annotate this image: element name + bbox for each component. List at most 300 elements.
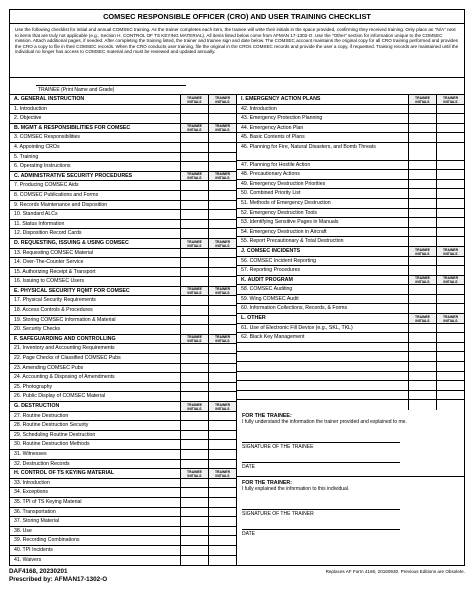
section-title: A. GENERAL INSTRUCTION [14,96,85,102]
item-label: 15. Authorizing Receipt & Transport [14,268,96,275]
trainer-date-line[interactable] [242,529,400,530]
trainee-initials-cell[interactable] [180,114,208,123]
trainee-initials-header: TRAINEE INITIALS [408,247,436,256]
trainee-initials-cell[interactable] [180,229,208,238]
item-label: 28. Routine Destruction Security [14,422,89,429]
item-label: 56. COMSEC Incident Reporting [241,257,316,264]
trainee-initials-cell[interactable] [180,133,208,142]
trainer-initials-cell[interactable] [436,352,464,361]
trainee-initials-cell[interactable] [408,218,436,227]
section-header [10,239,236,249]
trainee-initials-cell[interactable] [180,364,208,373]
section-title: F. SAFEGUARDING AND CONTROLLING [14,335,116,342]
checklist-item [10,450,236,460]
item-label: 33. Introduction [14,479,50,486]
trainer-initials-cell[interactable] [436,218,464,227]
section-title: K. AUDIT PROGRAM [241,276,293,283]
trainer-initials-cell[interactable] [436,209,464,218]
right-items [237,95,464,410]
checklist-item [10,133,236,143]
checklist-item [10,556,236,566]
trainer-initials-cell[interactable] [208,527,236,536]
section-header [10,124,236,134]
trainee-initials-cell[interactable] [180,316,208,325]
trainer-initials-cell[interactable] [208,277,236,286]
left-column [10,95,237,565]
trainer-initials-cell[interactable] [208,556,236,566]
trainee-initials-header: TRAINEE INITIALS [180,172,208,181]
checklist-item [10,191,236,201]
item-label: 19. Storing COMSEC Information & Material [14,316,116,323]
trainer-initials-cell[interactable] [208,162,236,171]
checklist-item [10,316,236,326]
trainee-initials-cell[interactable] [180,162,208,171]
trainer-initials-cell[interactable] [208,383,236,392]
trainer-initials-cell[interactable] [208,201,236,210]
trainer-initials-cell[interactable] [436,228,464,237]
trainer-initials-header: TRAINER INITIALS [436,95,464,104]
section-header [237,247,464,257]
checklist-item [10,488,236,498]
item-label: 36. Transportation [14,508,56,515]
checklist-item [237,209,464,219]
trainer-initials-cell[interactable] [208,191,236,200]
trainee-initials-cell[interactable] [180,210,208,219]
trainee-initials-cell[interactable] [408,180,436,189]
item-label: 12. Disposition Record Cards [14,230,82,237]
trainer-initials-cell[interactable] [208,258,236,267]
trainer-initials-header: TRAINER INITIALS [208,402,236,411]
checklist-item [237,143,464,161]
checklist-item [237,266,464,276]
trainee-initials-cell[interactable] [408,352,436,361]
checklist-item [237,285,464,295]
item-label: 54. Emergency Destruction in Aircraft [241,228,327,235]
trainer-initials-cell[interactable] [208,450,236,459]
trainee-initials-cell[interactable] [408,228,436,237]
item-label: 48. Precautionary Actions [241,171,300,178]
checklist-item [237,170,464,180]
trainer-initials-cell[interactable] [208,229,236,238]
checklist-item [10,421,236,431]
trainee-initials-cell[interactable] [408,391,436,400]
section-header [237,95,464,105]
trainer-initials-cell[interactable] [436,372,464,381]
trainer-initials-cell[interactable] [208,364,236,373]
checklist-item [10,268,236,278]
trainer-initials-cell[interactable] [208,431,236,440]
trainer-initials-cell[interactable] [436,343,464,352]
trainee-initials-cell[interactable] [180,431,208,440]
checklist-item [10,508,236,518]
trainee-initials-cell[interactable] [180,306,208,315]
trainer-initials-header: TRAINER INITIALS [436,247,464,256]
trainee-initials-cell[interactable] [180,373,208,382]
item-label: 29. Scheduling Routine Destruction [14,431,96,438]
trainer-signature-line[interactable] [242,509,400,510]
trainer-initials-cell[interactable] [208,354,236,363]
trainee-name-line [36,85,186,86]
item-label: 46. Planning for Fire, Natural Disasters, and Bomb Threats [241,144,376,151]
trainer-initials-cell[interactable] [436,237,464,246]
trainer-initials-header: TRAINER INITIALS [208,335,236,344]
trainee-initials-cell[interactable] [408,362,436,371]
trainee-initials-cell[interactable] [180,450,208,459]
trainee-initials-header: TRAINEE INITIALS [408,95,436,104]
checklist-item [10,431,236,441]
checklist-item [10,105,236,115]
checklist-item [10,181,236,191]
trainee-initials-cell[interactable] [180,440,208,449]
checklist-item [237,105,464,115]
trainee-initials-header: TRAINEE INITIALS [408,314,436,323]
section-header [10,402,236,412]
trainee-initials-cell[interactable] [180,181,208,190]
trainer-initials-cell[interactable] [208,498,236,507]
trainee-sign-heading: FOR THE TRAINEE: [242,413,292,419]
item-label [237,391,408,400]
trainee-initials-cell[interactable] [408,266,436,275]
trainer-initials-cell[interactable] [436,285,464,294]
trainer-initials-header: TRAINER INITIALS [436,276,464,285]
trainer-initials-cell[interactable] [208,460,236,469]
trainer-initials-cell[interactable] [208,546,236,555]
trainer-initials-header: TRAINER INITIALS [208,172,236,181]
item-label: 32. Destruction Records [14,460,70,467]
trainee-initials-cell[interactable] [180,191,208,200]
item-label: 47. Planning for Hostile Action [241,161,311,168]
trainer-initials-cell[interactable] [208,344,236,353]
trainee-initials-cell[interactable] [408,333,436,342]
section-header [10,287,236,297]
checklist-item [237,400,464,410]
trainee-initials-cell[interactable] [180,508,208,517]
trainee-initials-cell[interactable] [408,114,436,123]
trainee-initials-cell[interactable] [408,199,436,208]
trainee-initials-cell[interactable] [180,277,208,286]
trainee-initials-cell[interactable] [180,488,208,497]
trainer-initials-cell[interactable] [208,412,236,421]
trainer-initials-cell[interactable] [208,114,236,123]
checklist-item [237,324,464,334]
trainee-initials-cell[interactable] [180,344,208,353]
trainee-initials-cell[interactable] [180,546,208,555]
trainer-initials-cell[interactable] [436,161,464,170]
trainee-initials-cell[interactable] [408,257,436,266]
item-label [237,381,408,390]
checklist-item [10,546,236,556]
trainer-initials-cell[interactable] [436,381,464,390]
checklist-item [10,383,236,393]
trainee-initials-cell[interactable] [408,285,436,294]
item-label: 30. Routine Destruction Methods [14,441,90,448]
trainee-initials-cell[interactable] [180,220,208,229]
trainer-initials-cell[interactable] [208,488,236,497]
trainer-signature-label: SIGNATURE OF THE TRAINER [242,511,314,517]
trainer-initials-cell[interactable] [436,266,464,275]
trainer-initials-cell[interactable] [436,362,464,371]
trainee-initials-cell[interactable] [408,124,436,133]
section-header [10,172,236,182]
item-label: 49. Emergency Destruction Priorities [241,180,326,187]
item-label: 18. Access Controls & Procedures [14,307,93,314]
item-label: 41. Waivers [14,556,42,563]
trainee-sign-statement: I fully understand the information the trainer provided and explained to me. [242,419,407,425]
item-label: 61. Use of Electronic Fill Device (e.g., SKL, TKL) [241,324,353,331]
trainer-initials-cell[interactable] [208,421,236,430]
trainee-initials-cell[interactable] [180,296,208,305]
trainee-initials-cell[interactable] [180,258,208,267]
trainer-initials-cell[interactable] [436,257,464,266]
trainer-initials-cell[interactable] [208,325,236,334]
trainer-date-label: DATE [242,531,255,537]
trainee-initials-cell[interactable] [180,249,208,258]
item-label: 55. Report Precautionary & Total Destruction [241,238,344,245]
trainer-initials-header: TRAINER INITIALS [208,287,236,296]
item-label: 13. Requesting COMSEC Material [14,249,93,256]
trainee-initials-cell[interactable] [408,105,436,114]
trainer-initials-cell[interactable] [436,124,464,133]
trainee-initials-cell[interactable] [180,556,208,566]
checklist-item [237,304,464,314]
checklist-item [10,277,236,287]
trainee-initials-header: TRAINEE INITIALS [180,287,208,296]
trainee-initials-cell[interactable] [408,324,436,333]
item-label: 57. Reporting Procedures [241,267,301,274]
item-label: 5. Training [14,153,39,160]
trainee-initials-cell[interactable] [408,381,436,390]
checklist-item [10,440,236,450]
trainee-initials-cell[interactable] [180,354,208,363]
checklist-item [237,343,464,353]
checklist-item [237,124,464,134]
checklist-item [10,536,236,546]
section-title: C. ADMINISTRATIVE SECURITY PROCEDURES [14,172,133,179]
trainer-initials-cell[interactable] [436,180,464,189]
item-label: 2. Objective [14,115,42,122]
checklist-item [237,237,464,247]
replaces-note: Replaces AF Form 4168, 20160930. Previous Editions are Obsolete. [325,569,465,575]
trainer-initials-cell[interactable] [208,508,236,517]
checklist-item [10,354,236,364]
checklist-item [237,218,464,228]
trainee-initials-cell[interactable] [180,527,208,536]
checklist-form [9,9,465,583]
item-label: 20. Security Checks [14,326,61,333]
checklist-item [10,258,236,268]
checklist-item [237,391,464,401]
checklist-item [237,180,464,190]
trainee-initials-cell[interactable] [180,201,208,210]
trainee-initials-cell[interactable] [408,161,436,170]
trainee-initials-cell[interactable] [180,460,208,469]
trainer-initials-cell[interactable] [208,517,236,526]
trainer-initials-cell[interactable] [436,324,464,333]
trainee-initials-header: TRAINEE INITIALS [180,239,208,248]
trainer-initials-cell[interactable] [436,143,464,160]
section-title: G. DESTRUCTION [14,403,60,409]
trainee-date-line[interactable] [242,462,400,463]
item-label: 62. Black Key Management [241,334,305,341]
trainee-initials-cell[interactable] [180,383,208,392]
section-title: D. REQUESTING, ISSUING & USING COMSEC [14,239,129,246]
checklist-item [237,381,464,391]
trainee-initials-cell[interactable] [180,105,208,114]
trainee-initials-cell[interactable] [408,304,436,313]
trainer-initials-cell[interactable] [208,105,236,114]
trainer-initials-cell[interactable] [208,268,236,277]
trainee-name-field[interactable] [9,77,465,94]
item-label: 34. Exceptions [14,489,49,496]
trainer-initials-cell[interactable] [436,295,464,304]
trainer-initials-header: TRAINER INITIALS [436,314,464,323]
trainee-initials-cell[interactable] [180,479,208,488]
item-label: 39. Recording Combinations [14,537,80,544]
trainer-initials-cell[interactable] [436,400,464,410]
item-label: 7. Producing COMSEC Aids [14,182,79,189]
trainee-initials-cell[interactable] [408,372,436,381]
trainee-initials-cell[interactable] [408,170,436,179]
checklist-item [10,412,236,422]
trainee-initials-cell[interactable] [408,400,436,410]
item-label: 14. Over-The-Counter Service [14,259,84,266]
trainee-initials-header: TRAINEE INITIALS [180,335,208,344]
checklist-item [10,229,236,239]
item-label: 35. TPI of TS Keying Material [14,498,82,505]
trainer-initials-cell[interactable] [436,133,464,142]
trainee-initials-header: TRAINEE INITIALS [180,402,208,411]
item-label [237,400,408,410]
checklist-item [10,249,236,259]
trainee-initials-cell[interactable] [180,412,208,421]
trainer-signature-block [237,477,464,544]
prescribed-by: Prescribed by: AFMAN17-1302-O [9,575,108,583]
item-label: 10. Standard ALCs [14,211,58,218]
item-label: 59. Wing COMSEC Audit [241,295,299,302]
section-title: B. MGMT & RESPONSIBILITIES FOR COMSEC [14,124,131,131]
trainer-initials-cell[interactable] [436,304,464,313]
trainer-initials-cell[interactable] [436,114,464,123]
trainee-signature-block [237,410,464,477]
item-label: 53. Identifying Sensitive Pages in Manuals [241,219,339,226]
section-header [10,335,236,345]
item-label: 9. Records Maintenance and Disposition [14,201,108,208]
trainee-initials-cell[interactable] [408,189,436,198]
section-header [237,314,464,324]
checklist-item [10,210,236,220]
trainer-initials-cell[interactable] [208,392,236,401]
item-label [237,352,408,361]
trainer-initials-cell[interactable] [208,153,236,162]
item-label: 58. COMSEC Auditing [241,286,293,293]
trainer-initials-cell[interactable] [208,249,236,258]
checklist-item [10,153,236,163]
trainer-initials-cell[interactable] [436,189,464,198]
trainer-initials-cell[interactable] [208,296,236,305]
trainee-initials-cell[interactable] [408,209,436,218]
trainer-initials-cell[interactable] [208,220,236,229]
trainee-initials-cell[interactable] [180,517,208,526]
section-title: H. CONTROL OF TS KEYING MATERIAL [14,470,115,477]
checklist-item [237,114,464,124]
trainee-initials-cell[interactable] [180,143,208,152]
trainer-initials-cell[interactable] [208,440,236,449]
item-label: 24. Accounting & Disposing of Amendments [14,374,115,381]
trainer-initials-header: TRAINER INITIALS [208,469,236,478]
item-label [237,362,408,371]
item-label: 42. Introduction [241,105,277,112]
trainer-initials-cell[interactable] [208,181,236,190]
trainee-initials-cell[interactable] [180,392,208,401]
checklist-item [10,392,236,402]
checklist-item [10,296,236,306]
item-label: 16. Issuing to COMSEC Users [14,278,85,285]
trainee-initials-cell[interactable] [408,295,436,304]
trainee-signature-line[interactable] [242,442,400,443]
section-title: I. EMERGENCY ACTION PLANS [241,96,321,102]
item-label: 8. COMSEC Publications and Forms [14,191,99,198]
trainer-initials-cell[interactable] [208,133,236,142]
checklist-item [10,527,236,537]
item-label: 60. Information Collections, Records, & Forms [241,305,348,312]
item-label: 40. TPI Incidents [14,546,53,553]
trainer-initials-cell[interactable] [436,170,464,179]
checklist-item [10,364,236,374]
trainee-initials-cell[interactable] [180,325,208,334]
trainee-initials-cell[interactable] [180,268,208,277]
trainer-initials-cell[interactable] [208,536,236,545]
trainee-initials-cell[interactable] [180,421,208,430]
item-label: 38. Use [14,527,32,534]
trainer-initials-cell[interactable] [208,479,236,488]
trainer-initials-cell[interactable] [208,306,236,315]
trainer-initials-cell[interactable] [208,316,236,325]
trainer-initials-cell[interactable] [436,333,464,342]
item-label: 43. Emergency Protection Planning [241,115,323,122]
trainer-initials-cell[interactable] [436,105,464,114]
trainee-initials-cell[interactable] [180,536,208,545]
trainee-initials-cell[interactable] [408,237,436,246]
form-number: DAF4168, 20230201 [9,568,68,576]
trainee-initials-header: TRAINEE INITIALS [180,124,208,133]
item-label: 4. Appointing CROs [14,143,60,150]
trainee-initials-cell[interactable] [408,343,436,352]
item-label: 11. Status Information [14,220,65,227]
trainer-initials-cell[interactable] [208,143,236,152]
trainer-sign-heading: FOR THE TRAINER: [242,480,293,486]
trainer-initials-cell[interactable] [436,199,464,208]
checklist-item [10,517,236,527]
trainee-initials-cell[interactable] [180,498,208,507]
right-column [237,95,464,565]
trainer-initials-cell[interactable] [436,391,464,400]
trainer-initials-cell[interactable] [208,210,236,219]
trainer-initials-cell[interactable] [208,373,236,382]
checklist-item [10,325,236,335]
item-label: 26. Public Display of COMSEC Material [14,393,106,400]
item-label: 6. Operating Instructions [14,163,71,170]
item-label: 44. Emergency Action Plan [241,124,304,131]
trainee-initials-cell[interactable] [408,133,436,142]
checklist-item [10,460,236,470]
checklist-item [237,257,464,267]
trainee-initials-cell[interactable] [408,143,436,160]
checklist-item [237,189,464,199]
checklist-item [237,372,464,382]
trainee-date-label: DATE [242,464,255,470]
trainee-initials-cell[interactable] [180,153,208,162]
item-label: 45. Basic Contents of Plans [241,134,305,141]
